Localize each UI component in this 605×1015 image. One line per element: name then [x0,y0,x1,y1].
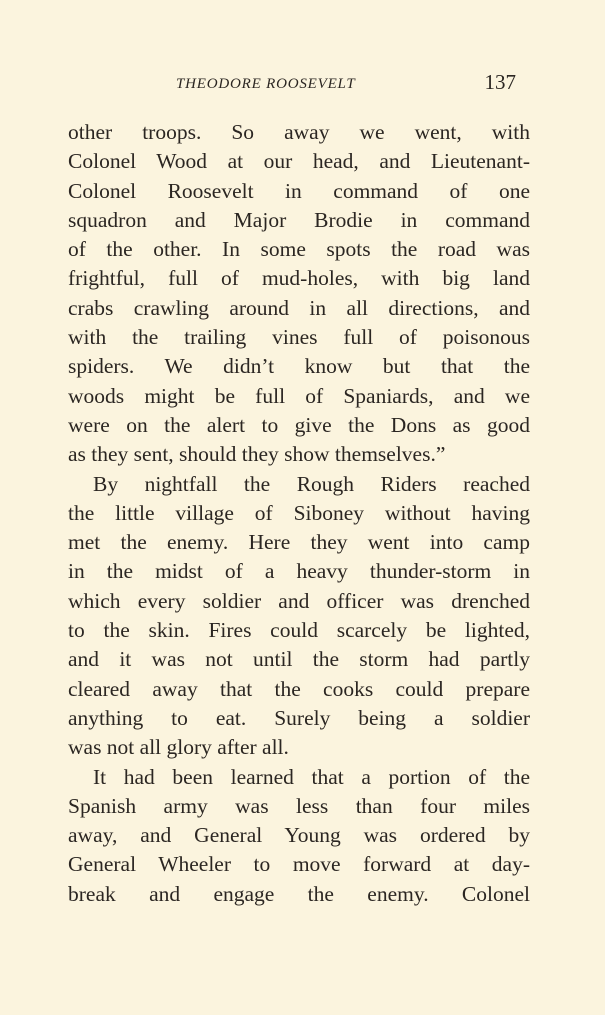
page-number: 137 [484,70,516,94]
text-line: away, and General Young was ordered by [68,823,530,848]
text-line: were on the alert to give the Dons as good [68,412,530,437]
text-line: as they sent, should they show themselves.” [68,442,446,467]
text-line: anything to eat. Surely being a soldier [68,705,530,730]
text-line: other troops. So away we went, with [68,120,530,144]
text-line: It had been learned that a portion of the [93,764,530,789]
text-line: woods might be full of Spaniards, and we [68,383,530,408]
running-head [68,70,516,100]
text-line: Colonel Roosevelt in command of one [68,178,530,203]
text-line: frightful, full of mud-holes, with big land [68,266,530,291]
text-line: General Wheeler to move forward at day- [68,852,530,877]
text-line: Spanish army was less than four miles [68,793,530,818]
text-line: break and engage the enemy. Colonel [68,881,530,906]
body-text [68,118,530,909]
text-line: with the trailing vines full of poisonous [68,325,530,350]
text-line: crabs crawling around in all directions, and [68,295,530,320]
text-line: cleared away that the cooks could prepare [68,676,530,701]
text-line: squadron and Major Brodie in command [68,207,530,232]
text-line: to the skin. Fires could scarcely be lighted, [68,618,530,643]
text-line: spiders. We didn’t know but that the [68,354,530,379]
text-line: which every soldier and officer was drenched [68,588,530,613]
text-line: Colonel Wood at our head, and Lieutenant- [68,149,530,174]
text-line: was not all glory after all. [68,735,289,760]
text-line: the little village of Siboney without having [68,500,530,525]
text-line: in the midst of a heavy thunder-storm in [68,559,530,584]
running-title: THEODORE ROOSEVELT [176,76,356,92]
text-line: By nightfall the Rough Riders reached [93,471,530,496]
text-line: and it was not until the storm had partly [68,647,530,672]
text-line: of the other. In some spots the road was [68,237,530,262]
text-line: met the enemy. Here they went into camp [68,530,530,555]
